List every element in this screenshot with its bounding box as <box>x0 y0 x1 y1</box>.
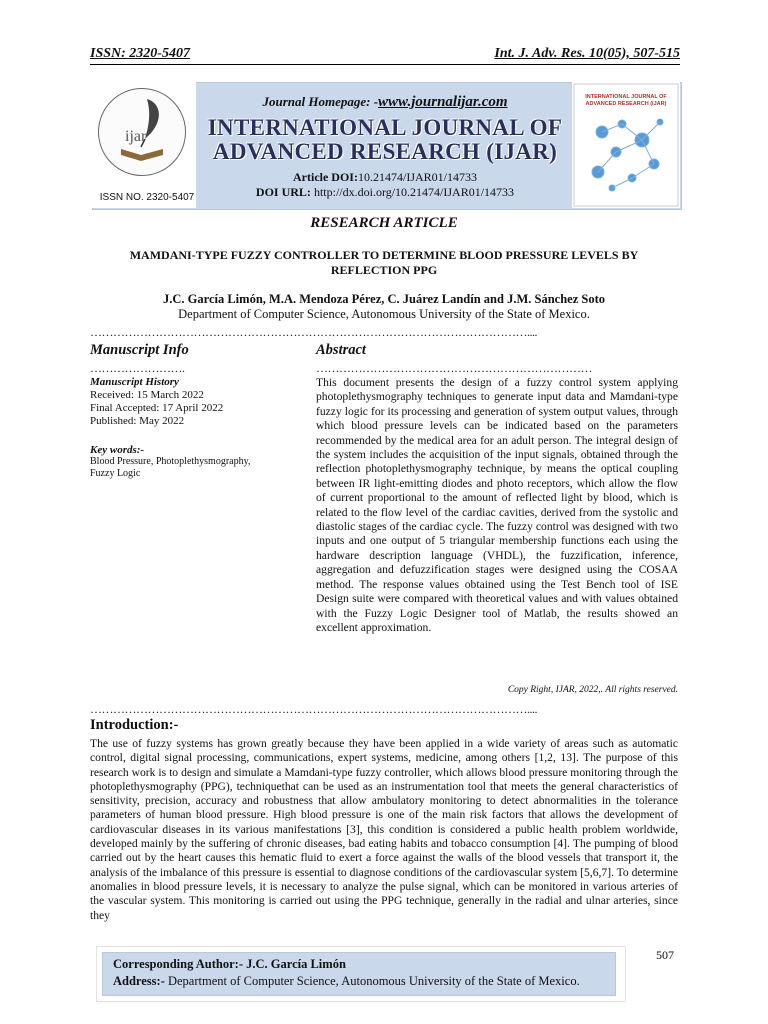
copyright-notice: Copy Right, IJAR, 2022,. All rights reserved. <box>507 685 678 695</box>
abstract-heading: Abstract <box>316 342 366 358</box>
received-date: Received: 15 March 2022 <box>90 389 204 401</box>
address-label: Address:- <box>113 974 165 988</box>
journal-title-line2: ADVANCED RESEARCH (IJAR) <box>212 139 558 164</box>
corresponding-author <box>113 957 346 972</box>
keywords-list: Blood Pressure, Photoplethysmography, Fuzzy Logic <box>90 456 251 479</box>
citation-header: Int. J. Adv. Res. 10(05), 507-515 <box>494 46 680 61</box>
accepted-date: Final Accepted: 17 April 2022 <box>90 402 224 414</box>
cover-title-line1: INTERNATIONAL JOURNAL OF <box>585 94 667 100</box>
manuscript-history <box>90 376 290 428</box>
manuscript-info-heading: Manuscript Info <box>90 342 189 358</box>
separator-top: …………………………………………………………………………………………………….... <box>90 325 537 339</box>
quill-book-icon <box>99 89 185 175</box>
abstract-dots: ……………………………………………………………… <box>316 361 592 375</box>
affiliation: Department of Computer Science, Autonomous University of the State of Mexico. <box>178 307 590 321</box>
corresponding-address <box>113 974 580 989</box>
journal-title-line1: INTERNATIONAL JOURNAL OF <box>207 115 563 140</box>
doi-url-link[interactable]: http://dx.doi.org/10.21474/IJAR01/14733 <box>313 185 515 199</box>
keywords-label: Key words:- <box>90 444 145 456</box>
logo-issn: ISSN NO. 2320-5407 <box>99 192 195 203</box>
journal-cover <box>572 82 680 208</box>
keywords <box>90 444 260 480</box>
molecule-cover-image <box>572 82 680 208</box>
doi-url-label: DOI URL: <box>255 185 311 199</box>
logo-circle <box>98 88 186 176</box>
homepage-link[interactable]: www.journalijar.com <box>378 94 508 110</box>
page-number: 507 <box>656 948 674 962</box>
corr-label: Corresponding Author:- <box>113 957 243 971</box>
article-type: RESEARCH ARTICLE <box>310 215 458 231</box>
published-date: Published: May 2022 <box>90 415 185 427</box>
corr-name: J.C. García Limón <box>243 957 346 971</box>
journal-logo <box>92 82 196 208</box>
manuscript-dots: ……………………. <box>90 361 185 375</box>
introduction-heading: Introduction:- <box>90 717 179 733</box>
paper-title: MAMDANI-TYPE FUZZY CONTROLLER TO DETERMINE BLOOD PRESSURE LEVELS BY REFLECTION PPG <box>129 248 639 277</box>
doi-block <box>200 170 570 200</box>
introduction-text: The use of fuzzy systems has grown greatly because they have been applied in a wide variety of areas such as automatic control, digital signal processing, communications, expert systems, medicine, among others [1,2, 13]. The purpose of this research work is to design and simulate a Mamdani-type fuzzy controller, which allows blood pressure monitoring through the photoplethysmography (PPG), techniquethat can be used as an instrumentation tool that meets the general characteristics of sensitivity, precision, accuracy and robustness that allow ambulatory monitoring to detect abnormalities in the tolerance parameters of human blood pressure. High blood pressure is one of the main risk factors that allows the development of cardiovascular diseases in its various manifestations [3], this condition is considered a public health problem worldwide, developed mainly by the suffering of chronic diseases, bad eating habits and tobacco consumption [4]. The pumping of blood carried out by the heart causes this hematic fluid to exert a force against the walls of the blood vessels that transport it, the analysis of the imbalance of this pressure is essential to diagnose conditions of the cardiovascular system [5,6,7]. To determine anomalies in blood pressure levels, it is necessary to analyze the pulse signal, which can be monitored in various arteries of the vascular system. This monitoring is carried out using the PPG technique, generally in the radial and ulnar arteries, since they <box>90 737 678 922</box>
cover-title-line2: ADVANCED RESEARCH (IJAR) <box>585 101 667 107</box>
separator-bottom: …………………………………………………………………………………………………….... <box>90 702 537 716</box>
issn-header: ISSN: 2320-5407 <box>90 46 190 61</box>
abstract-text: This document presents the design of a fuzzy control system applying photoplethysmography techniques to generate input data and Mamdani-type fuzzy logic for its processing and generation of system output values, through which blood pressure levels can be indicated based on the parameters recommended by the medical area for an adult person. The integral design of the system includes the acquisition of the input signals, obtained through the reflection photoplethysmography technique, by means the optical coupling between IR light-emitting diodes and photo receptors, which allow the flow of current proportional to the amount of reflected light by blood, which is related to the flow level of the cardiac cavities, derived from the systolic and diastolic stages of the cardiac cycle. The fuzzy control was designed with two inputs and one output of 5 triangular membership functions each using the hardware description language (VHDL), the fuzzification, inference, aggregation and defuzzification stages were designed using the COSAA method. The response values obtained using the Test Bench tool of ISE Design suite were compared with theoretical values and with values obtained with the Fuzzy Logic Designer tool of Matlab, the results showed an excellent approximation. <box>316 376 678 634</box>
address-value: Department of Computer Science, Autonomous University of the State of Mexico. <box>164 974 580 988</box>
journal-title <box>200 116 570 164</box>
corresponding-author-box <box>102 952 616 996</box>
history-label: Manuscript History <box>90 376 179 388</box>
doi-value: 10.21474/IJAR01/14733 <box>357 170 477 184</box>
logo-text: ijar <box>125 128 147 145</box>
header-rule <box>90 64 680 65</box>
journal-homepage <box>200 94 570 111</box>
authors: J.C. García Limón, M.A. Mendoza Pérez, C. Juárez Landín and J.M. Sánchez Soto <box>163 292 605 306</box>
doi-label: Article DOI: <box>293 170 358 184</box>
homepage-label: Journal Homepage: - <box>262 94 379 109</box>
